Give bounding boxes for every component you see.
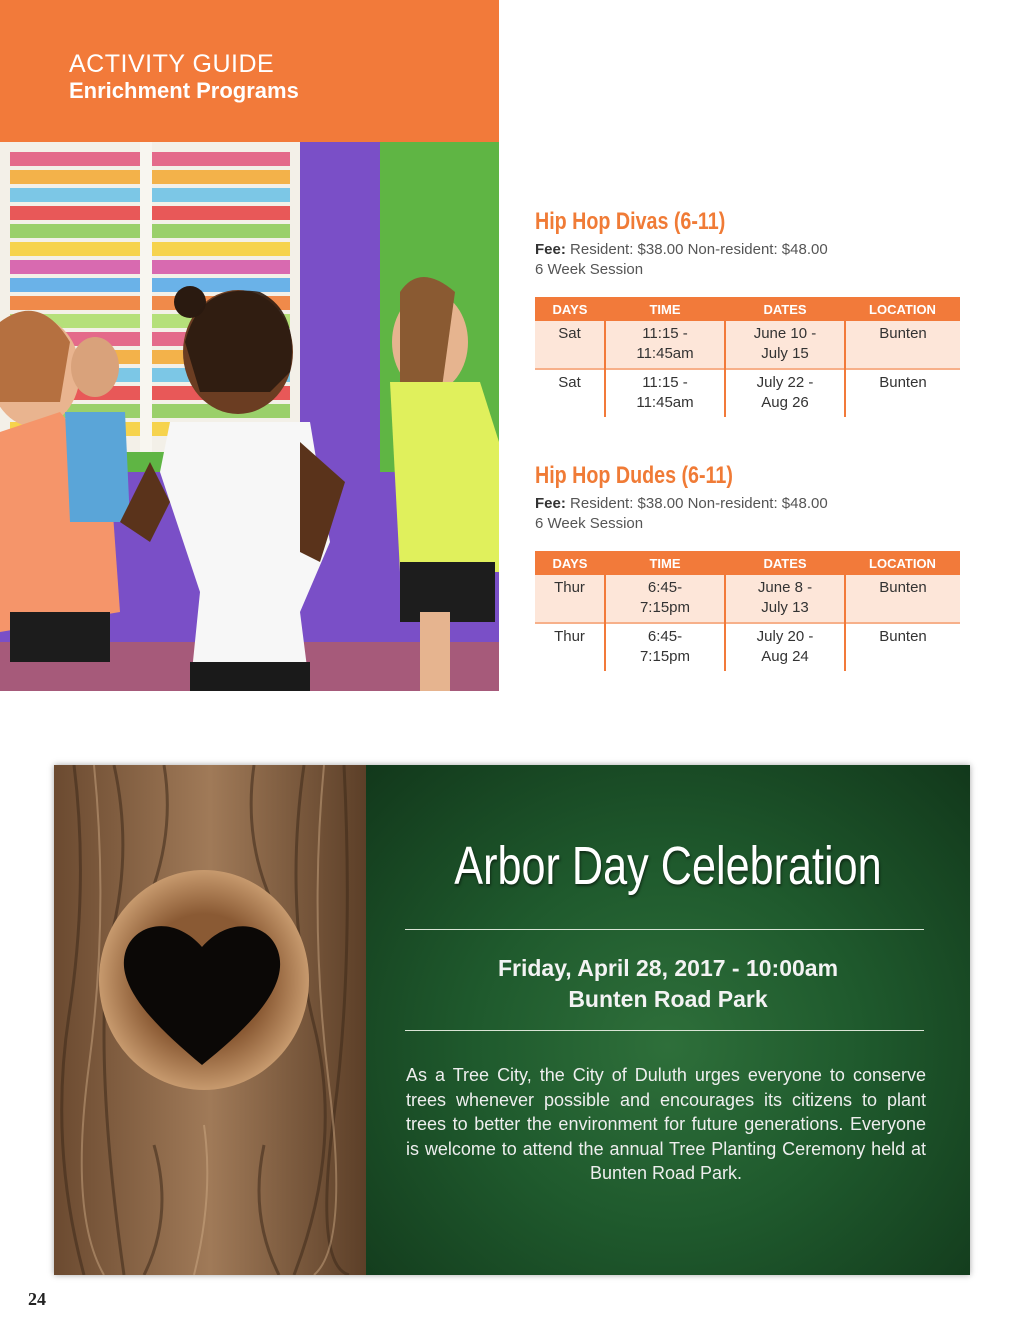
dates-start: July 20 -: [756, 628, 814, 645]
time-end: 11:45am: [636, 394, 694, 411]
cell-time: [605, 623, 725, 671]
cell-days: Thur: [535, 575, 605, 623]
time-end: 7:15pm: [639, 599, 691, 616]
cell-dates: [725, 575, 845, 623]
program-hip-hop-divas: [535, 208, 960, 417]
divider: [405, 1030, 924, 1031]
arbor-day-panel: [54, 765, 970, 1275]
fee-text: Resident: $38.00 Non-resident: $48.00: [570, 495, 828, 512]
column-header-days: DAYS: [535, 297, 605, 321]
table-row: [535, 321, 960, 369]
column-header-time: TIME: [605, 551, 725, 575]
time-start: 6:45-: [647, 579, 683, 596]
dates-start: July 22 -: [756, 374, 814, 391]
table-row: [535, 575, 960, 623]
dates-start: June 10 -: [753, 325, 817, 342]
dates-end: Aug 24: [761, 648, 809, 665]
cell-time: [605, 369, 725, 417]
program-session: 6 Week Session: [535, 261, 644, 278]
section-header: [0, 0, 499, 142]
column-header-location: LOCATION: [845, 297, 960, 321]
cell-days: Sat: [535, 321, 605, 369]
divider: [405, 929, 924, 930]
time-end: 7:15pm: [639, 648, 691, 665]
cell-dates: [725, 321, 845, 369]
program-fee: [535, 494, 960, 514]
column-header-dates: DATES: [725, 551, 845, 575]
schedule-table: [535, 297, 960, 417]
column-header-time: TIME: [605, 297, 725, 321]
time-start: 6:45-: [647, 628, 683, 645]
page-number: 24: [28, 1289, 46, 1309]
program-session: 6 Week Session: [535, 515, 644, 532]
time-start: 11:15 -: [642, 325, 688, 342]
cell-dates: [725, 623, 845, 671]
event-location: Bunten Road Park: [568, 986, 768, 1012]
arbor-day-info: [366, 765, 970, 1275]
cell-time: [605, 575, 725, 623]
cell-location: Bunten: [845, 321, 960, 369]
section-title: Enrichment Programs: [69, 78, 299, 103]
event-date: Friday, April 28, 2017 - 10:00am: [497, 955, 839, 981]
time-start: 11:15 -: [642, 374, 688, 391]
arbor-day-description: As a Tree City, the City of Duluth urges everyone to conserve trees whenever possible and encourages its citizens to plant trees to better the environment for future generations. Everyone is welcome to attend the annual Tree Planting Ceremony held at Bunten Road Park.: [406, 1065, 926, 1183]
cell-time: [605, 321, 725, 369]
fee-label: Fee:: [535, 241, 566, 258]
dates-end: July 15: [761, 345, 809, 362]
dates-end: July 13: [761, 599, 809, 616]
cell-days: Thur: [535, 623, 605, 671]
tree-bark-heart-image: [54, 765, 366, 1275]
cell-location: Bunten: [879, 374, 927, 391]
dates-end: Aug 26: [761, 394, 809, 411]
fee-text: Resident: $38.00 Non-resident: $48.00: [570, 241, 828, 258]
children-dancing-photo: [0, 142, 499, 691]
column-header-location: LOCATION: [845, 551, 960, 575]
program-title: Hip Hop Divas (6-11): [535, 208, 726, 235]
fee-label: Fee:: [535, 495, 566, 512]
cell-dates: [725, 369, 845, 417]
program-fee: [535, 240, 960, 260]
cell-location: Bunten: [879, 628, 927, 645]
table-row: [535, 369, 960, 417]
table-header-row: [535, 551, 960, 575]
column-header-dates: DATES: [725, 297, 845, 321]
arbor-day-details: [366, 953, 970, 1015]
program-hip-hop-dudes: [535, 462, 960, 671]
guide-label: ACTIVITY GUIDE: [69, 50, 275, 78]
schedule-table: [535, 551, 960, 671]
program-title: Hip Hop Dudes (6-11): [535, 462, 733, 489]
arbor-day-title: Arbor Day Celebration: [454, 836, 882, 896]
column-header-days: DAYS: [535, 551, 605, 575]
table-header-row: [535, 297, 960, 321]
cell-days: Sat: [535, 369, 605, 417]
cell-location: Bunten: [845, 575, 960, 623]
table-row: [535, 623, 960, 671]
time-end: 11:45am: [636, 345, 694, 362]
dates-start: June 8 -: [757, 579, 813, 596]
